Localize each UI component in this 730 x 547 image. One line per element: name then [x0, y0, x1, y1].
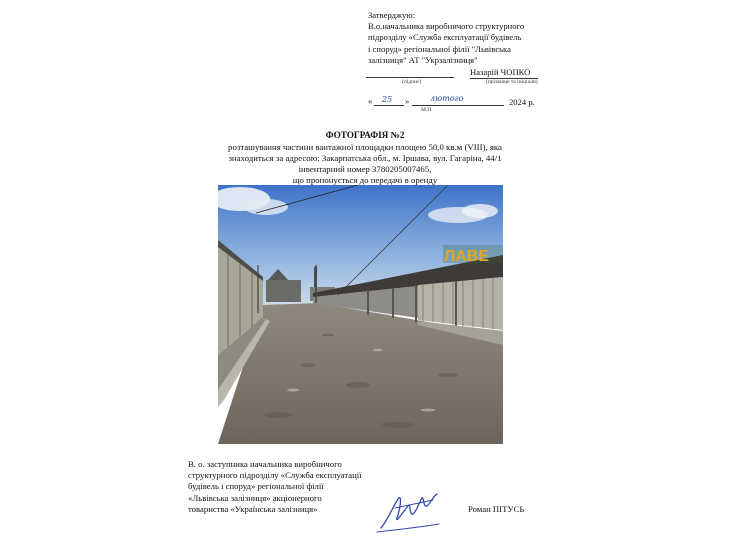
signatory-line-5: товариства «Українська залізниця» — [188, 503, 318, 514]
approval-heading: Затверджую: — [368, 10, 416, 20]
approval-line-3: і споруд» регіональної філії "Львівська — [368, 43, 511, 54]
date-month: лютого — [430, 94, 464, 103]
approval-block — [368, 10, 668, 66]
date-month-line — [412, 105, 504, 106]
description-line-3: інвентарний номер 3780205007465, — [298, 164, 432, 174]
signatory-line-2: структурного підрозділу «Служба експлуатації — [188, 470, 362, 481]
description-line-1: розташування частини вантажної площадки площею 50,0 кв.м (VIII), яка — [228, 142, 502, 152]
site-photo — [218, 185, 503, 444]
handwritten-signature — [375, 488, 445, 541]
approval-signature-line — [366, 77, 454, 78]
description-line-4: що пропонується до передачі в оренду — [292, 175, 438, 185]
page-title: ФОТОГРАФІЯ №2 — [325, 130, 405, 140]
stamp-place: М.П. — [421, 107, 433, 113]
approval-line-1: В.о.начальника виробничого структурного — [368, 21, 525, 32]
date-day: 25 — [382, 95, 393, 104]
approval-line-2: підрозділу «Служба експлуатації будівель — [368, 32, 522, 43]
date-open-quote: « — [368, 96, 373, 106]
signatory-line-1: В. о. заступника начальника виробничого — [188, 459, 342, 469]
approval-caption-name: (прізвище та ініціали) — [486, 79, 538, 85]
approval-line-4: залізниця" АТ "Укрзалізниця" — [368, 54, 478, 65]
signatory-line-3: будівель і споруд» регіональної філії — [188, 481, 324, 492]
description-line-2: знаходиться за адресою: Закарпатська обл., м. Іршава, вул. Гагаріна, 44/1 — [228, 153, 502, 163]
signatory-name: Роман ПІТУСЬ — [468, 504, 525, 514]
approval-name: Назарій ЧОПКО — [470, 67, 531, 77]
date-close-quote: » — [405, 96, 410, 106]
description — [190, 142, 540, 186]
date-day-line — [374, 105, 404, 106]
approval-caption-sign: (підпис) — [402, 79, 422, 85]
signatory-line-4: «Львівська залізниця» акціонерного — [188, 492, 322, 503]
date-year: 2024 р. — [509, 97, 535, 107]
shop-sign-text: ЛАВЕ — [444, 248, 490, 265]
